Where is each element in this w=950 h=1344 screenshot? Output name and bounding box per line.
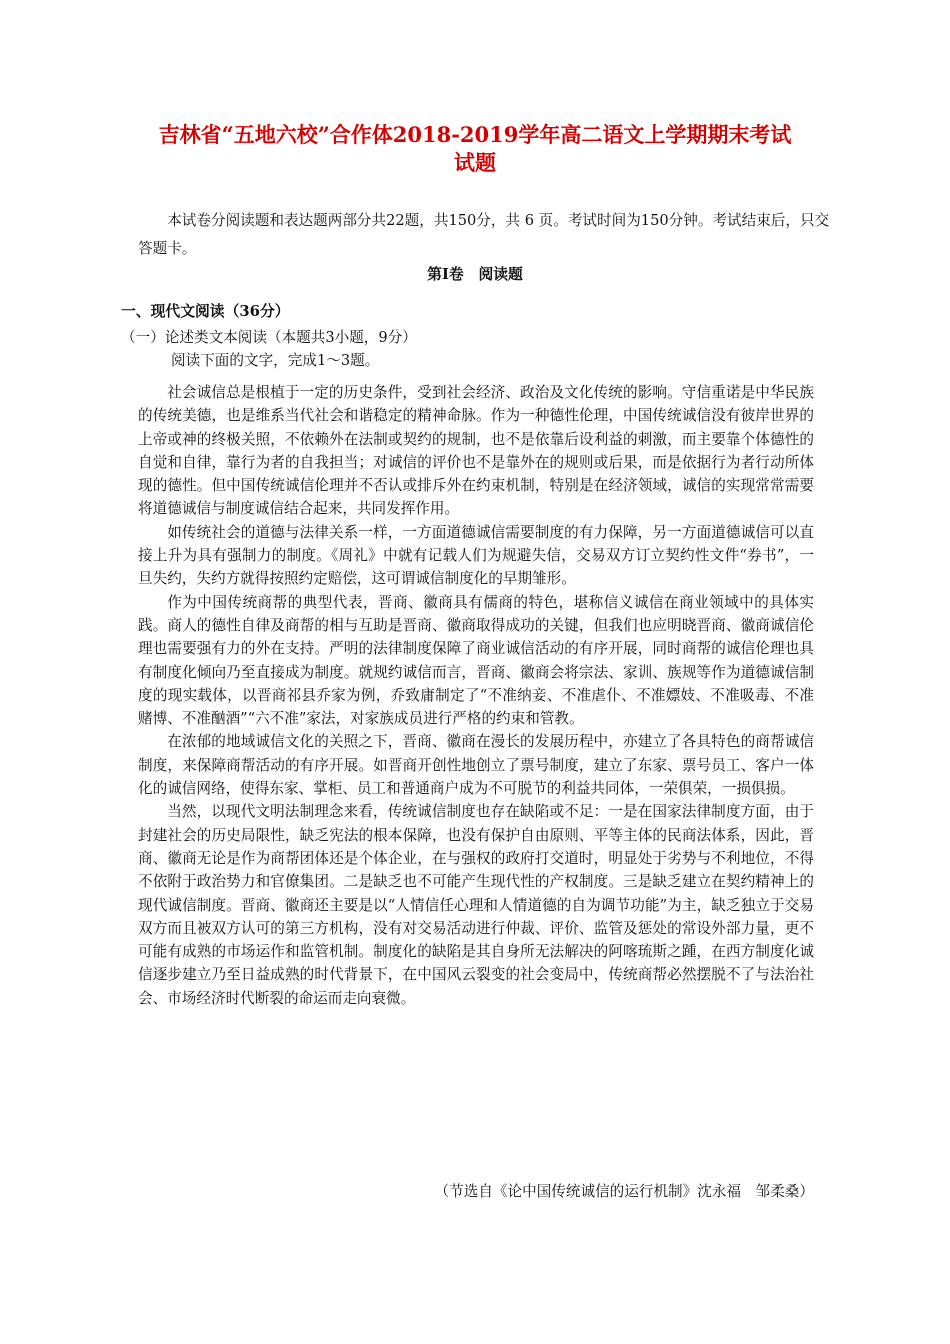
article-source: （节选自《论中国传统诚信的运行机制》沈永福 邹柔桑） bbox=[434, 1183, 814, 1200]
document-title-line1: 吉林省“五地六校”合作体2018-2019学年高二语文上学期期末考试 bbox=[158, 122, 792, 147]
article-paragraph: 社会诚信总是根植于一定的历史条件，受到社会经济、政治及文化传统的影响。守信重诺是中华民族的传统美德，也是维系当代社会和谐稳定的精神命脉。作为一种德性伦理，中国传统诚信没有彼岸世界的上帝或神的终极关照，不依赖外在法制或契约的规制，也不是依靠后设利益的刺激，而主要靠个体德性的自觉和自律，靠行为者的自我担当；对诚信的评价也不是靠外在的规则或后果，而是依据行为者行动所体现的德性。但中国传统诚信伦理并不否认或排斥外在约束机制，特别是在经济领域，诚信的实现常常需要将道德诚信与制度诚信结合起来，共同发挥作用。 bbox=[138, 384, 814, 518]
article-paragraph: 作为中国传统商帮的典型代表，晋商、徽商具有儒商的特色，堪称信义诚信在商业领域中的具体实践。商人的德性自律及商帮的相与互助是晋商、徽商取得成功的关键，但我们也应明晓晋商、徽商诚信伦理也需要强有力的外在支持。严明的法律制度保障了商业诚信活动的有序开展，同时商帮的诚信伦理也具有制度化倾向乃至直接成为制度。就规约诚信而言，晋商、徽商会将宗法、家训、族规等作为道德诚信制度的现实载体，以晋商祁县乔家为例，乔致庸制定了“不准纳妾、不准虐仆、不准嫖妓、不准吸毒、不准赌博、不准酗酒”“六不准”家法，对家族成员进行严格的约束和管教。 bbox=[138, 593, 814, 728]
article-paragraph: 在浓郁的地域诚信文化的关照之下，晋商、徽商在漫长的发展历程中，亦建立了各具特色的商帮诚信制度，来保障商帮活动的有序开展。如晋商开创性地创立了票号制度，建立了东家、票号员工、客户一体化的诚信网络，使得东家、掌柜、员工和普通商户成为不可脱节的利益共同体，一荣俱荣，一损俱损。 bbox=[138, 733, 814, 798]
document-title-line2: 试题 bbox=[454, 150, 496, 175]
exam-intro: 本试卷分阅读题和表达题两部分共22题，共150分，共 6 页。考试时间为150分钟。考试结束后，只交答题卡。 bbox=[138, 212, 830, 257]
section-title: 第Ⅰ卷 阅读题 bbox=[427, 266, 523, 283]
reading-instruction: 阅读下面的文字，完成1～3题。 bbox=[171, 352, 380, 369]
sub-heading: （一）论述类文本阅读（本题共3小题，9分） bbox=[121, 329, 417, 346]
article-paragraph: 当然，以现代文明法制理念来看，传统诚信制度也存在缺陷或不足：一是在国家法律制度方面，由于封建社会的历史局限性，缺乏宪法的根本保障，也没有保护自由原则、平等主体的民商法体系，因此，晋商、徽商无论是作为商帮团体还是个体企业，在与强权的政府打交道时，明显处于劣势与不利地位，不得不依附于政治势力和官僚集团。二是缺乏也不可能产生现代性的产权制度。三是缺乏建立在契约精神上的现代诚信制度。晋商、徽商还主要是以“人情信任心理和人情道德的自为调节功能”为主，缺乏独立于交易双方而且被双方认可的第三方机构，没有对交易活动进行仲裁、评价、监管及惩处的常设外部力量，更不可能有成熟的市场运作和监管机制。制度化的缺陷是其自身所无法解决的阿喀琉斯之踵，在西方制度化诚信逐步建立乃至日益成熟的时代背景下，在中国风云裂变的社会变局中，传统商帮必然摆脱不了与法治社会、市场经济时代断裂的命运而走向衰微。 bbox=[138, 803, 814, 1007]
part-heading: 一、现代文阅读（36分） bbox=[121, 303, 290, 320]
article-body bbox=[138, 381, 814, 1010]
article-paragraph: 如传统社会的道德与法律关系一样，一方面道德诚信需要制度的有力保障，另一方面道德诚信可以直接上升为具有强制力的制度。《周礼》中就有记载人们为规避失信，交易双方订立契约性文件“券书”，一旦失约，失约方就得按照约定赔偿，这可谓诚信制度化的早期雏形。 bbox=[138, 523, 814, 588]
